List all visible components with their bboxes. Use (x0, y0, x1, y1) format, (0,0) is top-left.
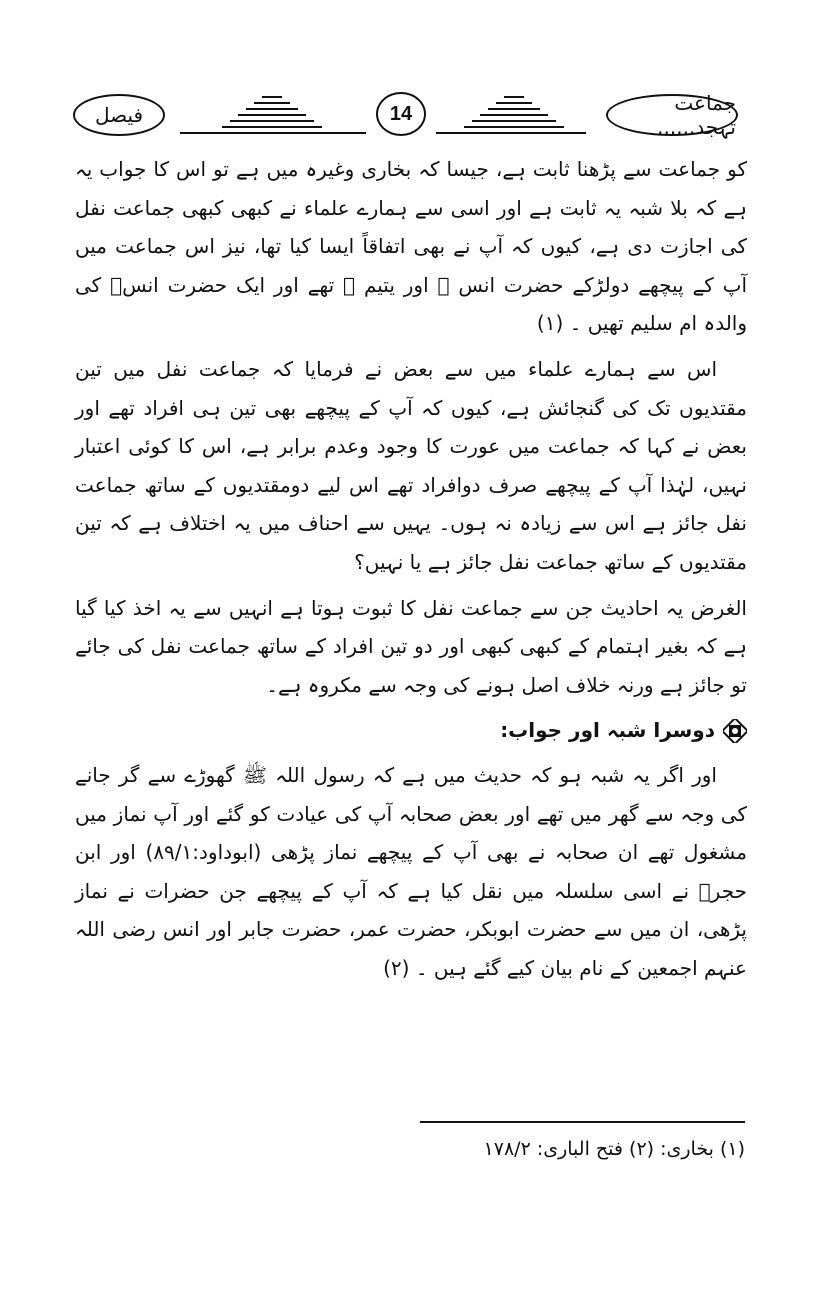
header-ornament-left (218, 96, 328, 134)
footnote-rule (420, 1121, 745, 1123)
footnote: (۱) بخاری: (۲) فتح الباری: ۱۷۸/۲ (483, 1138, 745, 1160)
page-header (68, 88, 738, 146)
paragraph-3: الغرض یہ احادیث جن سے جماعت نفل کا ثبوت ہوتا ہے انہیں سے یہ اخذ کیا گیا ہے کہ بغیر اہتمام کے کبھی کبھی اور دو تین افراد کے ساتھ جماعت نفل کی جائے تو جائز ہے ورنہ خلاف اصل ہونے کی وجہ سے مکروہ ہے۔ (75, 595, 747, 697)
page-body (75, 150, 747, 994)
header-ornament-right (460, 96, 570, 134)
paragraph-2: اس سے ہمارے علماء میں سے بعض نے فرمایا کہ جماعت نفل میں تین مقتدیوں تک کی گنجائش ہے، کیوں کہ آپ کے پیچھے بھی تین ہی افراد تھے اور بعض نے کہا کہ جماعت میں عورت کا وجود وعدم برابر ہے، اس کا کوئی اعتبار نہیں، لہٰذا آپ کے پیچھے صرف دوافراد تھے اس لیے دومقتدیوں کے ساتھ جماعت نفل جائز ہے اس سے زیادہ نہ ہوں۔ یہیں سے احناف میں یہ اختلاف ہے کہ تین مقتدیوں کے ساتھ جماعت نفل جائز ہے یا نہیں؟ (75, 356, 747, 574)
tag-label: فیصل (73, 94, 165, 136)
section-heading (75, 711, 747, 750)
book-title-label: جماعت تہجد...... (606, 94, 738, 136)
flower-bullet-icon (723, 719, 747, 743)
paragraph-4: اور اگر یہ شبہ ہو کہ حدیث میں ہے کہ رسول اللہ ﷺ گھوڑے سے گر جانے کی وجہ سے گھر میں تھے اور بعض صحابہ آپ کی عیادت کو گئے اور آپ نماز میں مشغول تھے ان صحابہ نے بھی آپ کے پیچھے نماز پڑھی (ابوداود:۸۹/۱) اور ابن حجرؒ نے اسی سلسلہ میں نقل کیا ہے کہ آپ کے پیچھے جن حضرات نے نماز پڑھی، ان میں سے حضرت ابوبکر، حضرت عمر، حضرت جابر اور انس رضی اللہ عنہم اجمعین کے نام بیان کیے گئے ہیں ۔ (۲) (75, 762, 747, 980)
paragraph-1: کو جماعت سے پڑھنا ثابت ہے، جیسا کہ بخاری وغیرہ میں ہے تو اس کا جواب یہ ہے کہ بلا شبہ یہ ثابت ہے اور اسی سے ہمارے علماء نے کبھی کبھی جماعت نفل کی اجازت دی ہے، کیوں کہ آپ نے بھی اتفاقاً ایسا کیا تھا، نیز اس جماعت میں آپ کے پیچھے دولڑکے حضرت انس ؓ اور یتیم ؓ تھے اور ایک حضرت انسؓ کی والدہ ام سلیم تھیں ۔ (۱) (75, 157, 747, 336)
section-heading-text: دوسرا شبہ اور جواب: (500, 718, 715, 743)
page-number: 14 (376, 92, 426, 136)
